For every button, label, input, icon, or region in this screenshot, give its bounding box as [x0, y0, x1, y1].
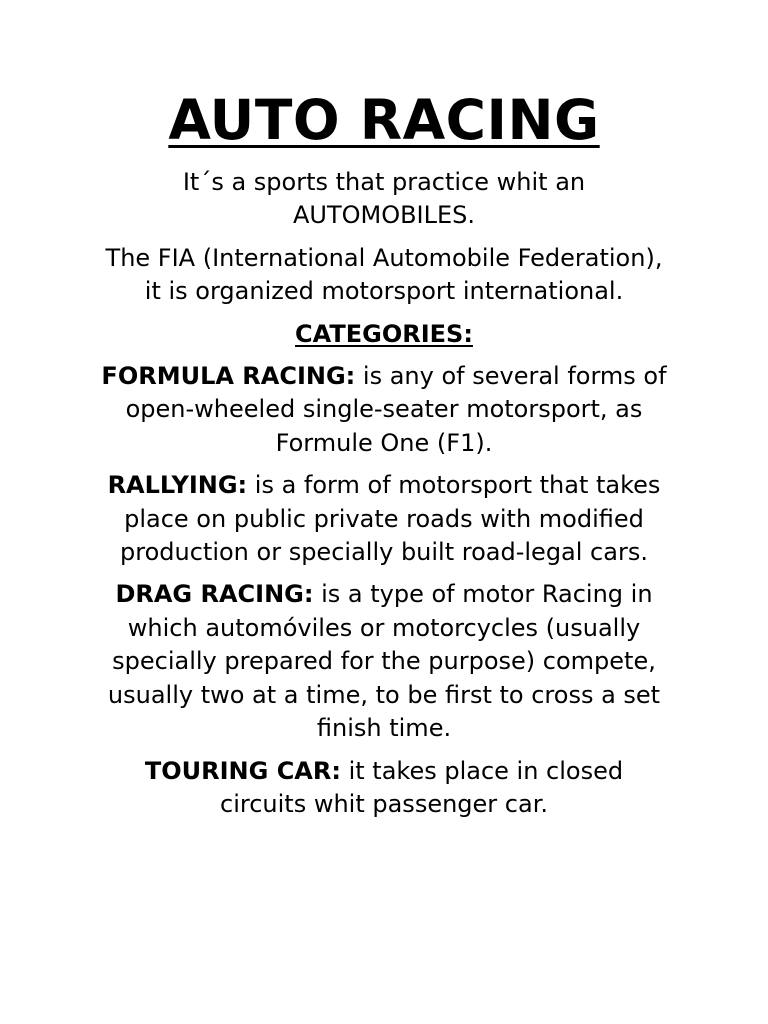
intro-paragraph-fia: The FIA (International Automobile Federation), it is organized motorsport international. [105, 243, 663, 306]
category-term: FORMULA RACING: [101, 362, 356, 391]
category-description: is any of several forms of open-wheeled single-seater motorsport, as Formule One (F1). [125, 362, 667, 457]
category-touring-car [100, 755, 668, 822]
category-formula-racing [100, 360, 668, 460]
category-term: DRAG RACING: [115, 580, 314, 609]
category-description: is a type of motor Racing in which automóviles or motorcycles (usually specially prepared for the purpose) compete, usually two at a time, to be first to cross a set finish time. [107, 580, 661, 743]
category-description: is a form of motorsport that takes place on public private roads with modified production or specially built road-legal cars. [120, 471, 661, 567]
intro-paragraph-definition: It´s a sports that practice whit an AUTOMOBILES. [182, 168, 586, 230]
category-description: it takes place in closed circuits whit passenger car. [220, 756, 624, 818]
category-term: TOURING CAR: [144, 756, 341, 785]
category-rallying [100, 469, 668, 569]
categories-heading: CATEGORIES: [295, 319, 473, 348]
document-title: AUTO RACING [168, 88, 600, 152]
category-drag-racing [100, 578, 668, 745]
category-term: RALLYING: [107, 471, 248, 500]
document-page [100, 0, 668, 821]
